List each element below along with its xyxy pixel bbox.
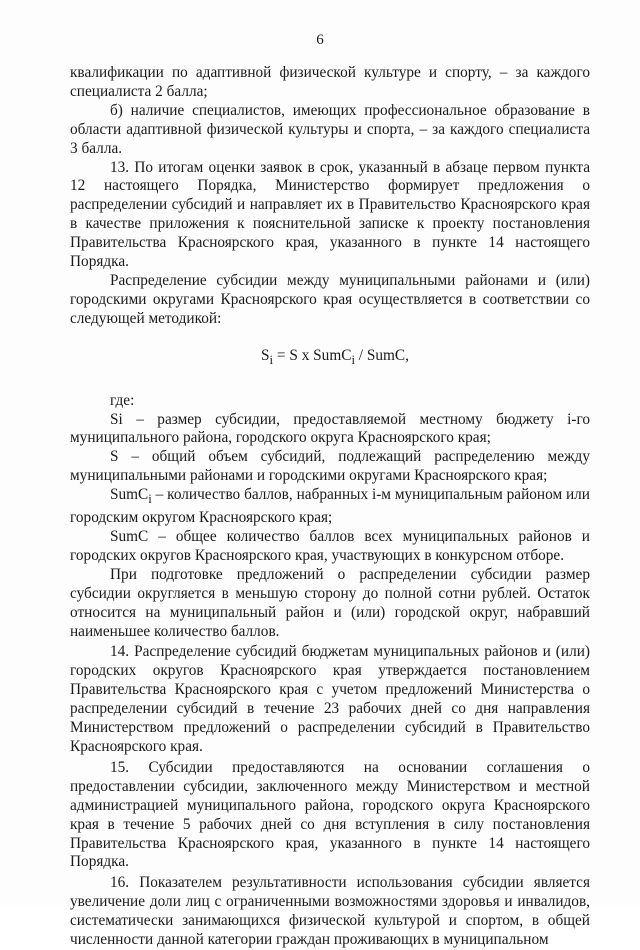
paragraph-14: 14. Распределение субсидий бюджетам муниципальных районов и (или) городских округов Красноярского края утверждается постановлением Правительства Красноярского края с учетом предложений Министерства о распределении субсидий в течение 23 рабочих дней со дня направления Министерством предложений о распределении субсидий в Правительство Красноярского края. xyxy=(70,643,590,755)
formula xyxy=(70,347,590,370)
definition-si: Si – размер субсидии, предоставляемой местному бюджету i-го муниципального района, городского округа Красноярского края; xyxy=(70,410,590,447)
definition-sumci-term: SumC xyxy=(110,486,149,504)
formula-si: i xyxy=(269,352,274,367)
definition-sumc: SumC – общее количество баллов всех муниципальных районов и городских округов Красноярского края, участвующих в конкурсном отборе. xyxy=(70,528,590,564)
paragraph-16: 16. Показателем результативности использования субсидии является увеличение доли лиц с ограниченными возможностями здоровья и инвалидов, систематически занимающихся физической культурой и спортом, в общей численности данной категории граждан проживающих в муниципальном xyxy=(70,874,590,949)
definition-s: S – общий объем субсидий, подлежащий распределению между муниципальными районами и городскими округами Красноярского края; xyxy=(70,448,590,485)
paragraph-distribution: Распределение субсидии между муниципальными районами и (или) городскими округами Красноярского края осуществляется в соответствии со следующей методикой: xyxy=(70,271,590,327)
page-number: 6 xyxy=(316,32,324,48)
definitions-where: где: xyxy=(110,391,135,409)
definition-sumci-text: – количество баллов, набранных i-м муниципальным районом или городским округом Красноярского края; xyxy=(70,486,590,527)
paragraph-rounding: При подготовке предложений о распределении субсидии размер субсидии округляется в меньшую сторону до полной сотни рублей. Остаток относится на муниципальный район и (или) городской округ, набравший наименьшее количество баллов. xyxy=(70,565,590,640)
formula-ci: i xyxy=(351,352,355,367)
paragraph-item-b: б) наличие специалистов, имеющих профессиональное образование в области адаптивной физической культуры и спорта, – за каждого специалиста 3 балла. xyxy=(70,101,590,157)
definition-sumci-index: i xyxy=(148,492,152,507)
formula-end: / SumC, xyxy=(354,346,409,364)
paragraph-15: 15. Субсидии предоставляются на основании соглашения о предоставлении субсидии, заключенного между Министерством и местной администрацией муниципального района, городского округа Красноярского края в течение 5 рабочих дней со дня вступления в силу постановления Правительства Красноярского края, указанного в пункте 14 настоящего Порядка. xyxy=(70,758,590,871)
document-body xyxy=(70,64,590,950)
formula-mid: = S x SumC xyxy=(273,346,352,364)
paragraph-13: 13. По итогам оценки заявок в срок, указанный в абзаце первом пункта 12 настоящего Порядка, Министерство формирует предложения о распределении субсидий и направляет их в Правительство Красноярского края в качестве приложения к пояснительной записке к проекту постановления Правительства Красноярского края, указанного в пункте 14 настоящего Порядка. xyxy=(70,158,590,271)
paragraph-continuation: квалификации по адаптивной физической культуре и спорту, – за каждого специалиста 2 балла; xyxy=(70,64,590,100)
formula-s: S xyxy=(261,346,270,364)
definition-sumci xyxy=(70,486,590,528)
